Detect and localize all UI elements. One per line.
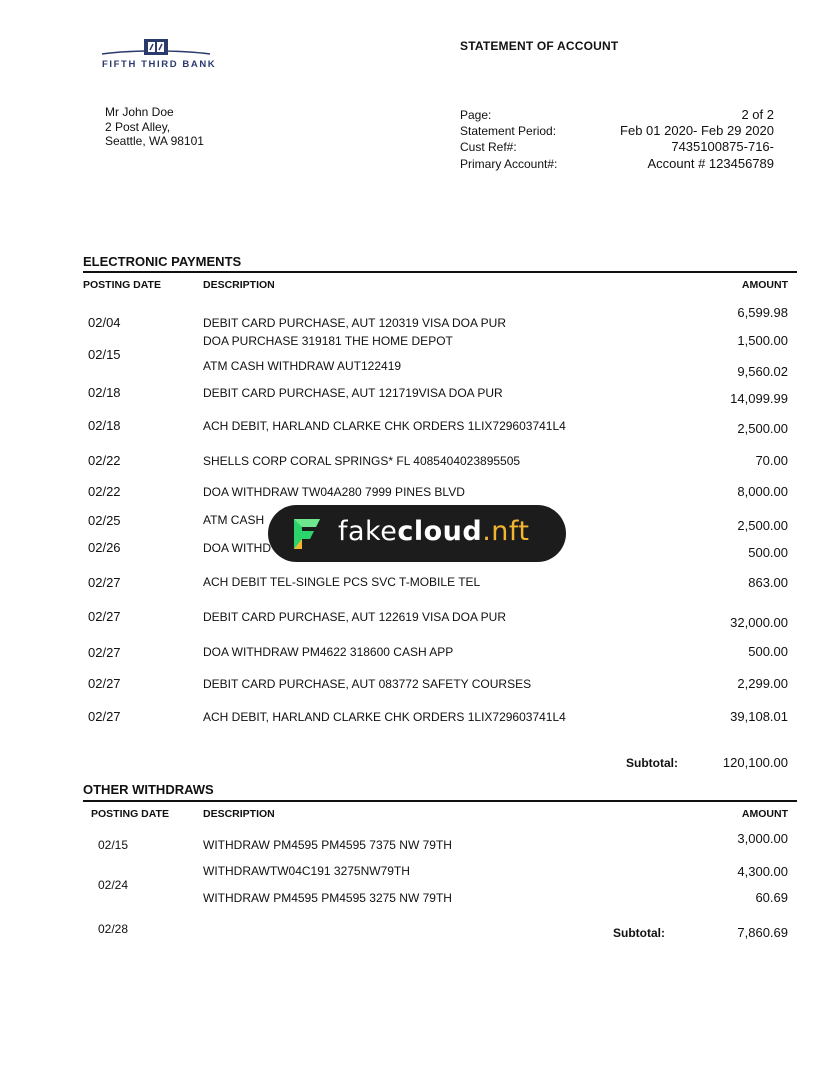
col-description: DESCRIPTION <box>203 279 275 291</box>
ow-description: WITHDRAWTW04C191 3275NW79TH <box>203 864 410 878</box>
period-label: Statement Period: <box>460 124 557 138</box>
ep-date: 02/18 <box>88 385 121 400</box>
ep-date: 02/04 <box>88 315 121 330</box>
wordmark-part: cloud <box>397 516 483 547</box>
ow-subtotal-value: 7,860.69 <box>737 925 788 940</box>
ep-date: 02/22 <box>88 484 121 499</box>
primary-account-value: Account # 123456789 <box>647 156 774 171</box>
ep-subtotal-value: 120,100.00 <box>722 755 788 770</box>
ep-description: ATM CASH <box>203 513 265 527</box>
custref-value: 7435100875-716- <box>671 139 774 154</box>
ow-date: 02/24 <box>98 878 129 892</box>
section-rule <box>83 800 797 802</box>
ep-amount: 500.00 <box>748 545 788 560</box>
ep-amount: 14,099.99 <box>730 391 788 406</box>
wordmark-part: .nft <box>482 516 530 547</box>
period-value: Feb 01 2020- Feb 29 2020 <box>620 123 774 138</box>
electronic-payments-title: ELECTRONIC PAYMENTS <box>83 254 242 269</box>
ep-description: DEBIT CARD PURCHASE, AUT 122619 VISA DOA PUR <box>203 610 506 624</box>
ep-date: 02/22 <box>88 453 121 468</box>
ow-description: WITHDRAW PM4595 PM4595 7375 NW 79TH <box>203 838 452 852</box>
ep-description: ACH DEBIT, HARLAND CLARKE CHK ORDERS 1LIX729603741L4 <box>203 419 566 433</box>
customer-name: Mr John Doe <box>105 105 174 119</box>
ow-description: WITHDRAW PM4595 PM4595 3275 NW 79TH <box>203 891 452 905</box>
fakecloud-wordmark <box>338 516 530 547</box>
ep-amount: 863.00 <box>748 575 788 590</box>
primary-account-label: Primary Account#: <box>460 157 558 171</box>
ep-description: DEBIT CARD PURCHASE, AUT 083772 SAFETY COURSES <box>203 677 532 691</box>
ep-description: ACH DEBIT TEL-SINGLE PCS SVC T-MOBILE TEL <box>203 575 481 589</box>
other-withdraws-title: OTHER WITHDRAWS <box>83 782 214 797</box>
col-description: DESCRIPTION <box>203 808 275 820</box>
col-amount: AMOUNT <box>741 279 788 291</box>
ep-amount: 2,500.00 <box>737 518 788 533</box>
ep-description: DEBIT CARD PURCHASE, AUT 121719VISA DOA PUR <box>203 386 503 400</box>
ep-date: 02/15 <box>88 347 121 362</box>
ep-amount: 500.00 <box>748 644 788 659</box>
ep-amount: 2,500.00 <box>737 421 788 436</box>
ep-date: 02/27 <box>88 645 121 660</box>
ow-subtotal-label: Subtotal: <box>613 926 665 940</box>
ep-amount: 9,560.02 <box>737 364 788 379</box>
ep-date: 02/26 <box>88 540 121 555</box>
ep-date: 02/27 <box>88 709 121 724</box>
ep-date: 02/18 <box>88 418 121 433</box>
ep-amount: 39,108.01 <box>730 709 788 724</box>
col-amount: AMOUNT <box>741 808 788 820</box>
ep-description: DOA PURCHASE 319181 THE HOME DEPOT <box>203 334 453 348</box>
ep-description: DOA WITHDRAW PM4622 318600 CASH APP <box>203 645 454 659</box>
bank-logo-icon <box>100 36 212 60</box>
ep-amount: 70.00 <box>755 453 788 468</box>
section-rule <box>83 271 797 273</box>
ep-amount: 6,599.98 <box>737 305 788 320</box>
ep-description: DEBIT CARD PURCHASE, AUT 120319 VISA DOA PUR <box>203 316 506 330</box>
custref-label: Cust Ref#: <box>460 140 517 154</box>
fakecloud-watermark <box>268 505 566 562</box>
ep-description: SHELLS CORP CORAL SPRINGS* FL 4085404023895505 <box>203 454 521 468</box>
customer-city: Seattle, WA 98101 <box>105 134 204 148</box>
page-value: 2 of 2 <box>741 107 774 122</box>
ep-date: 02/27 <box>88 575 121 590</box>
ep-description: DOA WITHDRAW TW04A280 7999 PINES BLVD <box>203 485 465 499</box>
ep-description: ACH DEBIT, HARLAND CLARKE CHK ORDERS 1LIX729603741L4 <box>203 710 566 724</box>
ep-amount: 1,500.00 <box>737 333 788 348</box>
ep-subtotal-label: Subtotal: <box>626 756 678 770</box>
ep-date: 02/25 <box>88 513 121 528</box>
ep-date: 02/27 <box>88 676 121 691</box>
customer-street: 2 Post Alley, <box>105 120 171 134</box>
ow-date: 02/28 <box>98 922 129 936</box>
ep-amount: 2,299.00 <box>737 676 788 691</box>
ow-date: 02/15 <box>98 838 129 852</box>
ow-amount: 3,000.00 <box>737 831 788 846</box>
ep-description: ATM CASH WITHDRAW AUT122419 <box>203 359 402 373</box>
ep-date: 02/27 <box>88 609 121 624</box>
bank-name: FIFTH THIRD BANK <box>102 59 217 70</box>
page-label: Page: <box>460 108 492 122</box>
ep-description: DOA WITHD <box>203 541 271 555</box>
col-posting-date: POSTING DATE <box>91 808 169 820</box>
ow-amount: 60.69 <box>755 890 788 905</box>
ep-amount: 32,000.00 <box>730 615 788 630</box>
fakecloud-logo-icon <box>290 515 326 553</box>
col-posting-date: POSTING DATE <box>83 279 161 291</box>
wordmark-part: fake <box>338 516 398 547</box>
statement-title: STATEMENT OF ACCOUNT <box>460 39 619 53</box>
ow-amount: 4,300.00 <box>737 864 788 879</box>
ep-amount: 8,000.00 <box>737 484 788 499</box>
